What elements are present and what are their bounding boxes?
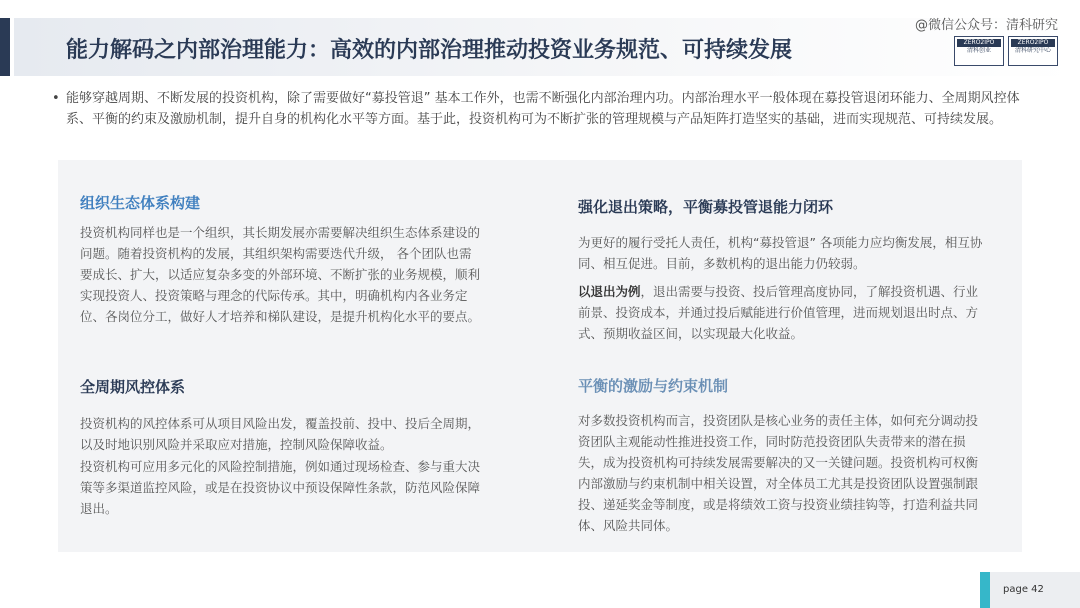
page-title: 能力解码之内部治理能力：高效的内部治理推动投资业务规范、可持续发展 (66, 38, 793, 63)
zero2ipo-ventures-logo: ZERO2IPO 清科创业 (954, 36, 1004, 66)
org-ecosystem-body: 投资机构同样也是一个组织，其长期发展亦需要解决组织生态体系建设的问题。随着投资机构的发展，其组织架构需要迭代升级， 各个团队也需要成长、扩大，以适应复杂多变的外部环境、不断扩张的业务规模，顺利实现投资人、投资策略与理念的代际传承。其中，明确机构内各业务定位、各岗位分工，做好人才培养和梯队建设，是提升机构化水平的要点。 (80, 225, 481, 324)
page-number: page 42 (1003, 584, 1044, 595)
incentive-mechanism-body: 对多数投资机构而言，投资团队是核心业务的责任主体，如何充分调动投资团队主观能动性推进投资工作，同时防范投资团队失责带来的潜在损失，成为投资机构可持续发展需要解决的又一关键问题。投资机构可权衡内部激励与约束机制中相关设置，对全体员工尤其是投资团队设置强制跟投、递延奖金等制度，或是将绩效工资与投资业绩挂钩等，打造利益共同体、风险共同体。 (578, 413, 979, 533)
logo-group (954, 36, 1058, 66)
heading-incentive-mechanism: 平衡的激励与约束机制 (578, 377, 729, 395)
heading-org-ecosystem: 组织生态体系构建 (80, 194, 201, 212)
intro-text: 能够穿越周期、不断发展的投资机构，除了需要做好“募投管退” 基本工作外，也需不断强化内部治理内功。内部治理水平一般体现在募投管退闭环能力、全周期风控体系、平衡的约束及激励机制，提升自身的机构化水平等方面。基于此，投资机构可为不断扩张的管理规模与产品矩阵打造坚实的基础，进而实现规范、可持续发展。 (66, 91, 1020, 127)
watermark-text: @微信公众号：清科研究 (914, 18, 1058, 33)
exit-strategy-body-1: 为更好的履行受托人责任，机构“募投管退” 各项能力应均衡发展，相互协同、相互促进。目前，多数机构的退出能力仍较弱。 (578, 235, 983, 271)
title-accent-bar (0, 18, 10, 76)
heading-exit-strategy: 强化退出策略，平衡募投管退能力闭环 (578, 198, 834, 216)
bullet-icon: • (52, 91, 60, 106)
exit-strategy-body-2 (578, 281, 988, 344)
zero2ipo-research-logo: ZERO2IPO 清科研究中心 (1008, 36, 1058, 66)
footer-accent-bar (980, 572, 990, 608)
risk-control-body-2: 投资机构可应用多元化的风险控制措施，例如通过现场检查、参与重大决策等多渠道监控风险，或是在投资协议中预设保障性条款，防范风险保障退出。 (80, 459, 481, 516)
risk-control-body-1: 投资机构的风控体系可从项目风险出发，覆盖投前、投中、投后全周期，以及时地识别风险并采取应对措施，控制风险保障收益。 (80, 416, 481, 452)
exit-example-label: 以退出为例 (578, 284, 641, 299)
exit-example-text: ，退出需要与投资、投后管理高度协同，了解投资机遇、行业前景、投资成本，并通过投后赋能进行价值管理，进而规划退出时点、方式、预期收益区间，以实现最大化收益。 (578, 284, 979, 341)
heading-risk-control: 全周期风控体系 (80, 378, 186, 396)
intro-paragraph (52, 88, 1026, 130)
